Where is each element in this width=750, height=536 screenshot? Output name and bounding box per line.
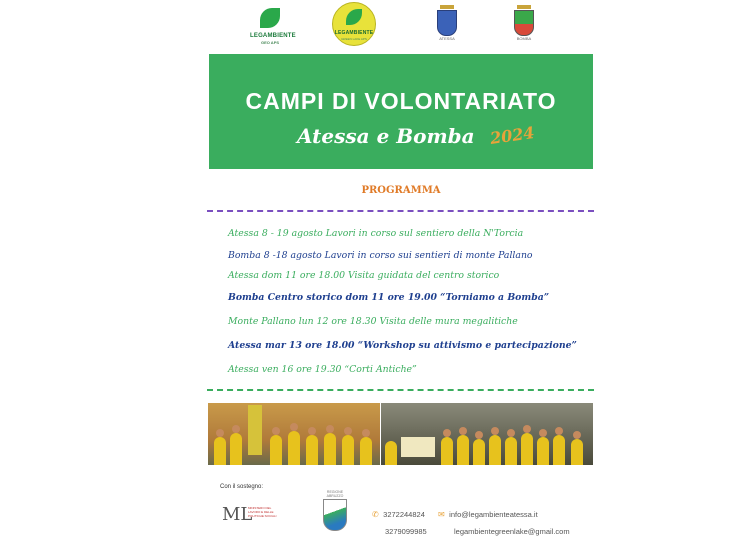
region-shield-icon bbox=[323, 499, 347, 531]
event-line: Bomba Centro storico dom 11 ore 19.00 “Torniamo a Bomba” bbox=[228, 292, 550, 303]
event-line: Atessa ven 16 ore 19.30 “Corti Antiche” bbox=[228, 364, 417, 375]
regione-abruzzo-logo bbox=[320, 490, 350, 531]
crown-icon bbox=[517, 5, 531, 9]
legambiente-geo-logo bbox=[250, 8, 296, 45]
phone-number[interactable]: 3279099985 bbox=[385, 527, 427, 536]
crest-label: ATESSA bbox=[439, 36, 455, 41]
event-line: Atessa mar 13 ore 18.00 “Workshop su attivismo e partecipazione” bbox=[228, 340, 577, 351]
group-photo-left bbox=[208, 403, 380, 465]
event-line: Atessa dom 11 ore 18.00 Visita guidata del centro storico bbox=[228, 270, 500, 281]
divider-top bbox=[207, 210, 594, 212]
crest-label: BOMBA bbox=[516, 36, 532, 41]
group-photo-right bbox=[381, 403, 593, 465]
crown-icon bbox=[440, 5, 454, 9]
support-label: Con il sostegno: bbox=[220, 484, 264, 490]
logo-name: LEGAMBIENTE bbox=[334, 30, 374, 36]
email-block bbox=[438, 504, 570, 536]
bomba-crest bbox=[512, 5, 536, 49]
phone-icon: ✆ bbox=[372, 510, 379, 519]
divider-bottom bbox=[207, 389, 594, 391]
legambiente-flag bbox=[401, 437, 435, 457]
banner-flag bbox=[248, 405, 262, 455]
email-address[interactable]: info@legambienteatessa.it bbox=[449, 510, 538, 519]
event-line: Atessa 8 - 19 agosto Lavori in corso sul sentiero della N'Torcia bbox=[228, 228, 524, 239]
leaf-icon bbox=[260, 8, 280, 28]
ministry-logo bbox=[222, 504, 284, 525]
logo-name: LEGAMBIENTE bbox=[250, 33, 296, 39]
ministry-text: MINISTERO DEL LAVORO E DELLE POLITICHE SOCIALI bbox=[248, 506, 277, 518]
title-banner bbox=[209, 54, 593, 169]
region-label: REGIONE ABRUZZO bbox=[326, 490, 344, 498]
phone-number[interactable]: 3272244824 bbox=[383, 510, 425, 519]
phone-block bbox=[372, 504, 427, 536]
banner-title: CAMPI DI VOLONTARIATO bbox=[245, 88, 557, 114]
banner-year: 2024 bbox=[488, 122, 536, 149]
logo-sub: GEO APS bbox=[260, 40, 280, 45]
event-line: Bomba 8 -18 agosto Lavori in corso sui sentieri di monte Pallano bbox=[228, 250, 533, 261]
shield-icon bbox=[514, 10, 534, 36]
leaf-icon bbox=[346, 9, 362, 25]
banner-subtitle: Atessa e Bomba bbox=[297, 124, 475, 148]
ministry-mark: ML bbox=[222, 504, 253, 525]
atessa-crest bbox=[435, 5, 459, 49]
programma-heading: PROGRAMMA bbox=[361, 185, 441, 196]
event-line: Monte Pallano lun 12 ore 18.30 Visita delle mura megalitiche bbox=[228, 316, 518, 327]
logo-sub: GREEN LAKE APS bbox=[341, 37, 367, 41]
email-address[interactable]: legambientegreenlake@gmail.com bbox=[454, 527, 570, 536]
legambiente-green-lake-logo bbox=[332, 2, 376, 46]
email-icon: ✉ bbox=[438, 510, 445, 519]
shield-icon bbox=[437, 10, 457, 36]
